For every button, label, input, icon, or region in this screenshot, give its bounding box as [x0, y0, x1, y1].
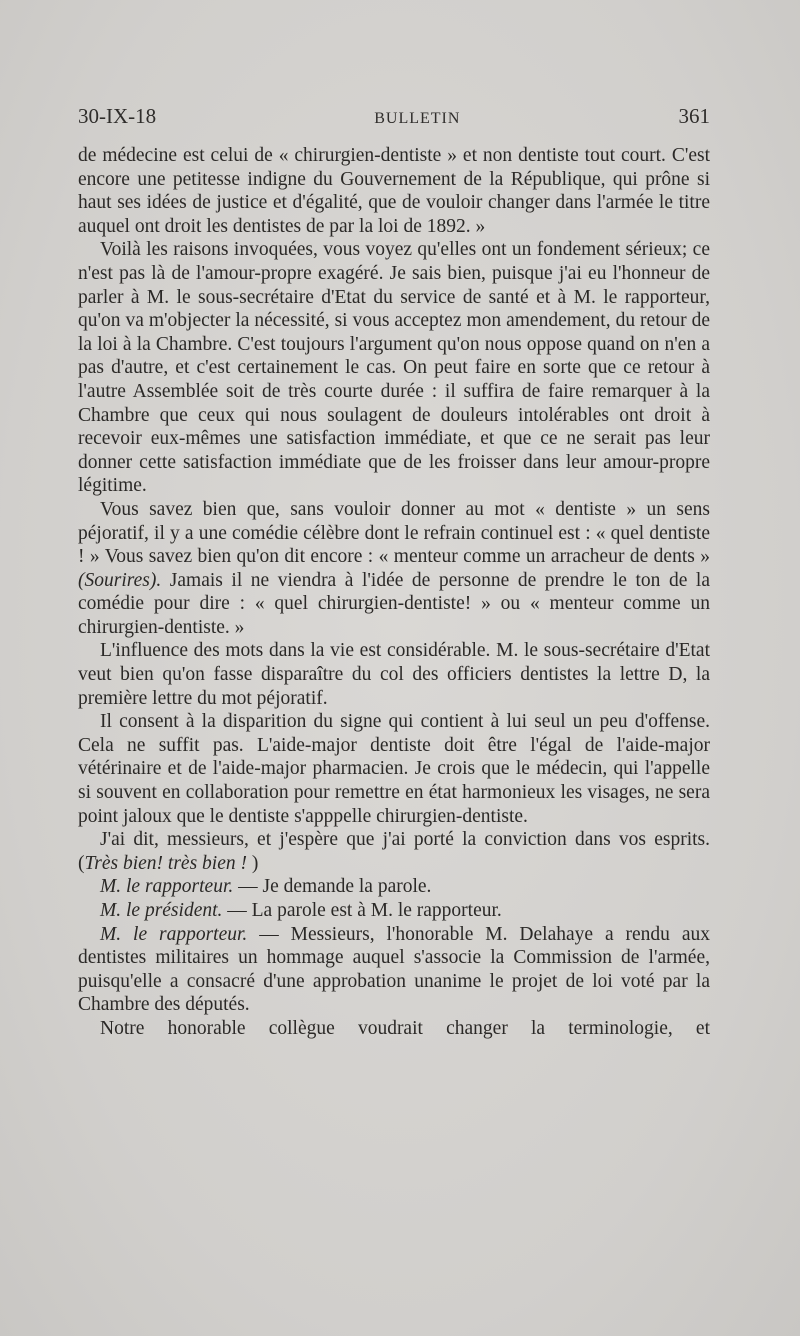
- stage-direction: Très bien! très bien !: [84, 852, 247, 874]
- header-title: BULLETIN: [374, 110, 461, 127]
- body-text: [78, 144, 710, 1041]
- stage-direction: (Sourires).: [78, 569, 162, 591]
- paragraph: Vous savez bien que, sans vouloir donner au mot « dentiste » un sens péjoratif, il y a une comédie célèbre dont le refrain continuel est : « quel dentiste ! » Vous savez bien qu'on dit encore : « menteur comme un arracheur de dents » (Sourires). Jamais il ne viendra à l'idée de personne de prendre le ton de la comédie pour dire : « quel chirurgien-dentiste! » ou « menteur comme un chirurgien-dentiste. »: [78, 498, 710, 638]
- speaker: M. le rapporteur.: [100, 876, 234, 898]
- paragraph: L'influence des mots dans la vie est considérable. M. le sous-secrétaire d'Etat veut bien qu'on fasse disparaître du col des officiers dentistes la lettre D, la première lettre du mot péjoratif.: [78, 640, 710, 709]
- page-number: 361: [678, 104, 710, 128]
- paragraph: M. le président. — La parole est à M. le rapporteur.: [100, 900, 502, 921]
- paragraph: Notre honorable collègue voudrait changer la terminologie, et: [100, 1017, 710, 1039]
- running-header: [78, 104, 710, 129]
- paragraph: Il consent à la disparition du signe qui contient à lui seul un peu d'offense. Cela ne suffit pas. L'aide-major dentiste doit être l'égal de l'aide-major vétérinaire et de l'aide-major pharmacien. Je crois que le médecin, qui l'appelle si souvent en collaboration pour remettre en état harmonieux les visages, ne sera point jaloux que le dentiste s'apppelle chirurgien-dentiste.: [78, 711, 710, 827]
- speaker: M. le président.: [100, 900, 223, 921]
- speaker: M. le rapporteur.: [100, 923, 248, 945]
- paragraph: M. le rapporteur. — Je demande la parole.: [100, 876, 432, 898]
- paragraph: Voilà les raisons invoquées, vous voyez qu'elles ont un fondement sérieux; ce n'est pas là de l'amour-propre exagéré. Je sais bien, puisque j'ai eu l'honneur de parler à M. le sous-secrétaire d'Etat du service de santé et à M. le rapporteur, qu'on va m'objecter la nécessité, si vous acceptez mon amendement, du retour de la loi à la Chambre. C'est toujours l'argument qu'on nous oppose quand on n'en a pas d'autre, et c'est certainement le cas. On peut faire en sorte que ce retour à l'autre Assemblée soit de très courte durée : il suffira de faire remarquer à la Chambre que ceux qui nous soulagent de douleurs intolérables ont droit à recevoir eux-mêmes une satisfaction immédiate, et que ce ne serait pas leur donner cette satisfaction immédiate que de les froisser dans leur amour-propre légitime.: [78, 239, 710, 497]
- header-date: 30-IX-18: [78, 104, 157, 128]
- paragraph: de médecine est celui de « chirurgien-dentiste » et non dentiste tout court. C'est encore une petitesse indigne du Gouvernement de la République, qui prône si haut ses idées de justice et d'égalité, que de vouloir changer dans l'armée le titre auquel ont droit les dentistes de par la loi de 1892. »: [78, 145, 710, 237]
- paragraph: M. le rapporteur. — Messieurs, l'honorable M. Delahaye a rendu aux dentistes militaires un hommage auquel s'associe la Commission de l'armée, puisqu'elle a consacré d'une approbation unanime le projet de loi voté par la Chambre des députés.: [78, 923, 710, 1016]
- paragraph: J'ai dit, messieurs, et j'espère que j'ai porté la conviction dans vos esprits. (Très bien! très bien ! ): [78, 829, 710, 874]
